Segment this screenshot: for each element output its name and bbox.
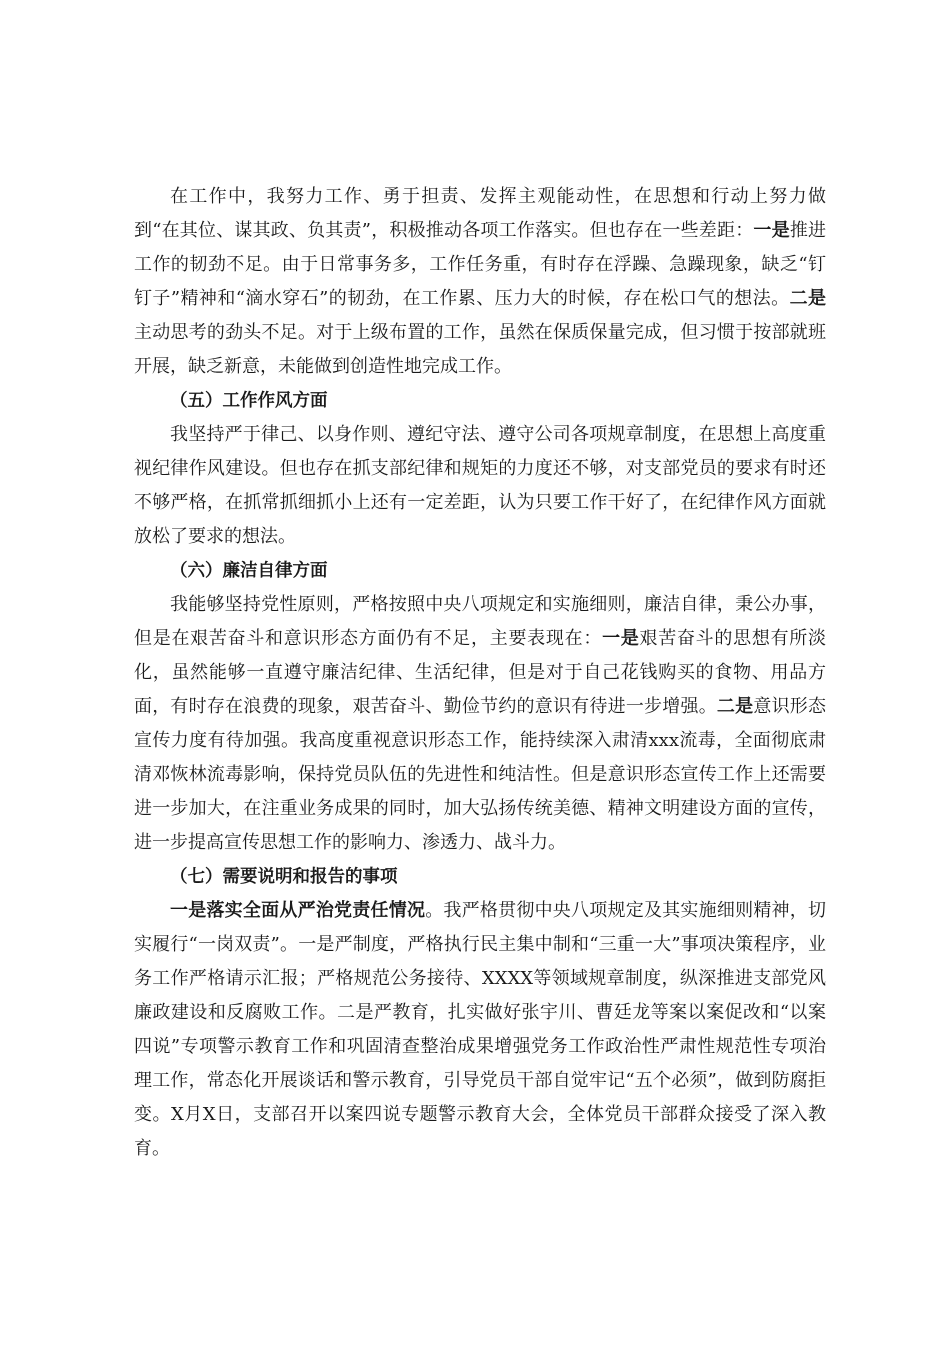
- text-run: 意识形态宣传力度有待加强。我高度重视意识形态工作，能持续深入肃清xxx流毒，全面彻底肃清邓恢林流毒影响，保持党员队伍的先进性和纯洁性。但是意识形态宣传工作上还需要进一步加大，在注重业务成果的同时，加大弘扬传统美德、精神文明建设方面的宣传，进一步提高宣传思想工作的影响力、渗透力、战斗力。: [134, 696, 827, 853]
- paragraph-report-items: [134, 894, 826, 1166]
- text-run: 在工作中，我努力工作、勇于担责、发挥主观能动性，在思想和行动上努力做到“在其位、谋其政、负其责”，积极推动各项工作落实。但也存在一些差距：: [134, 186, 826, 241]
- bold-marker-second: 二是: [789, 288, 826, 309]
- paragraph-integrity: [134, 588, 826, 860]
- text-run: 。我严格贯彻中央八项规定及其实施细则精神，切实履行“一岗双责”。一是严制度，严格执行民主集中制和“三重一大”事项决策程序，业务工作严格请示汇报；严格规范公务接待、XXXX等领域规章制度，纵深推进支部党风廉政建设和反腐败工作。二是严教育，扎实做好张宇川、曹廷龙等案以案促改和“以案四说”专项警示教育工作和巩固清查整治成果增强党务工作政治性严肃性规范性专项治理工作，常态化开展谈话和警示教育，引导党员干部自觉牢记“五个必须”，做到防腐拒变。X月X日，支部召开以案四说专题警示教育大会，全体党员干部群众接受了深入教育。: [134, 900, 827, 1159]
- section-heading-integrity: （六）廉洁自律方面: [170, 561, 328, 581]
- text-run: 推进工作的韧劲不足。由于日常事务多，工作任务重，有时存在浮躁、急躁现象，缺乏“钉钉子”精神和“滴水穿石”的韧劲，在工作累、压力大的时候，存在松口气的想法。: [134, 220, 827, 309]
- paragraph-work-style: 我坚持严于律己、以身作则、遵纪守法、遵守公司各项规章制度，在思想上高度重视纪律作风建设。但也存在抓支部纪律和规矩的力度还不够，对支部党员的要求有时还不够严格，在抓常抓细抓小上还有一定差距，认为只要工作干好了，在纪律作风方面就放松了要求的想法。: [134, 424, 826, 547]
- bold-marker-second: 二是: [716, 696, 754, 717]
- text-run: 艰苦奋斗的思想有所淡化，虽然能够一直遵守廉洁纪律、生活纪律，但是对于自己花钱购买的食物、用品方面，有时存在浪费的现象，艰苦奋斗、勤俭节约的意识有待进一步增强。: [134, 628, 827, 717]
- text-run: 主动思考的劲头不足。对于上级布置的工作，虽然在保质保量完成，但习惯于按部就班开展，缺乏新意，未能做到创造性地完成工作。: [134, 322, 826, 377]
- document-page: [134, 180, 826, 1166]
- text-run: 我能够坚持党性原则，严格按照中央八项规定和实施细则，廉洁自律，秉公办事，但是在艰苦奋斗和意识形态方面仍有不足，主要表现在：: [134, 594, 826, 649]
- bold-marker-first: 一是: [753, 220, 790, 241]
- bold-marker-first: 一是: [602, 628, 640, 649]
- section-heading-work-style: （五）工作作风方面: [170, 391, 328, 411]
- paragraph-work-gaps: [134, 180, 826, 384]
- section-heading-report-items: （七）需要说明和报告的事项: [170, 867, 398, 887]
- bold-lead-phrase: 一是落实全面从严治党责任情况: [170, 900, 426, 921]
